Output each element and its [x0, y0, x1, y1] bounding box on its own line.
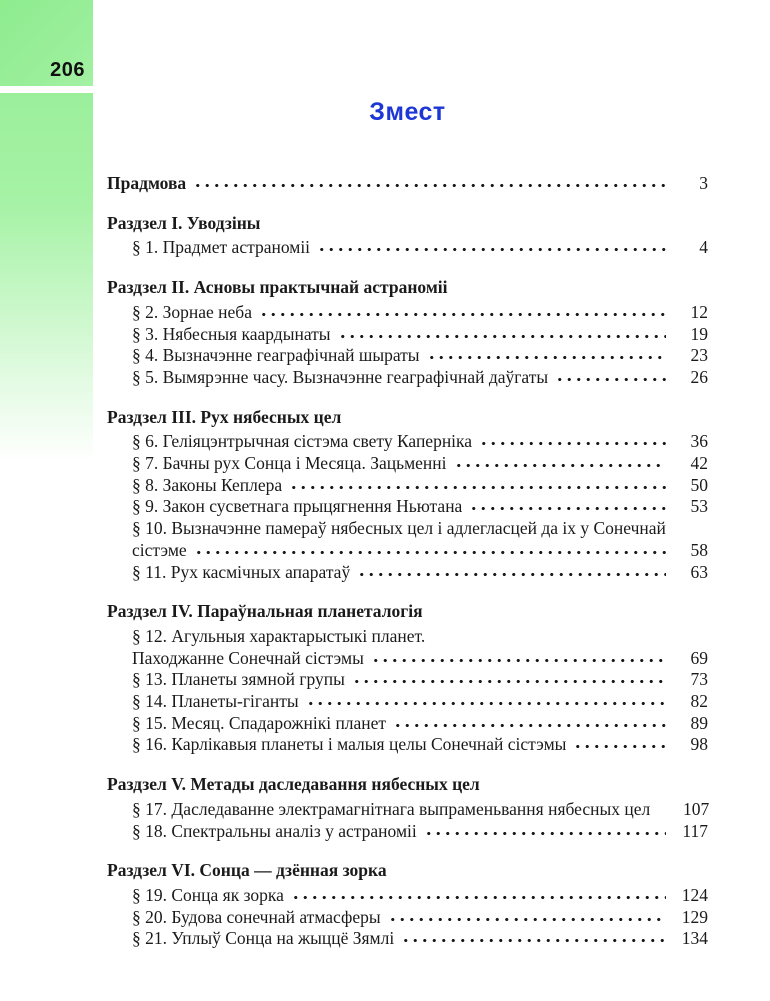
toc-entry-label: Прадмова — [107, 173, 187, 193]
toc-entry-page: 4 — [699, 237, 708, 258]
table-of-contents — [107, 98, 708, 950]
toc-entry-page: 36 — [690, 431, 708, 452]
toc-entry-label: § 17. Даследаванне электрамагнітнага выпраменьвання нябесных цел — [132, 798, 651, 819]
dot-leader — [424, 832, 666, 837]
toc-section-body — [107, 885, 708, 950]
toc-section-title: Раздзел V. Метады даследавання нябесных цел — [107, 774, 480, 795]
dot-leader — [469, 507, 666, 512]
toc-entry-label: § 2. Зорнае неба — [132, 301, 252, 322]
toc-entry-page: 53 — [690, 496, 708, 517]
toc-entry-label: § 14. Планеты-гіганты — [132, 691, 299, 712]
dot-leader — [657, 810, 667, 815]
toc-section — [107, 277, 708, 389]
dot-leader — [259, 313, 666, 318]
toc-sections — [107, 213, 708, 950]
toc-entry-line — [107, 345, 708, 367]
toc-section-body — [107, 302, 708, 389]
toc-entry-line — [107, 496, 708, 518]
toc-section-body — [107, 237, 708, 259]
toc-section-body — [107, 431, 708, 583]
toc-entry-line — [107, 691, 708, 713]
toc-entry-page: 69 — [690, 647, 708, 668]
toc-entry-line — [107, 367, 708, 389]
toc-section — [107, 213, 708, 259]
toc-entry-page: 26 — [690, 366, 708, 387]
dot-leader — [352, 680, 666, 685]
toc-entry-page: 3 — [699, 173, 708, 193]
toc-entry-page: 107 — [683, 798, 710, 819]
toc-title: Змест — [369, 98, 446, 126]
toc-entry-line — [107, 648, 708, 670]
toc-entry-label: § 3. Нябесныя каардынаты — [132, 323, 331, 344]
toc-entry-page: 23 — [690, 345, 708, 366]
toc-entry-label: § 13. Планеты зямной групы — [132, 669, 345, 690]
dot-leader — [454, 464, 666, 469]
dot-leader — [291, 896, 666, 901]
toc-entry-page: 117 — [682, 820, 708, 841]
toc-entry-line — [107, 821, 708, 843]
toc-entry-line — [107, 453, 708, 475]
toc-preface-row — [107, 173, 708, 195]
toc-entry-label: § 15. Месяц. Спадарожнікі планет — [132, 712, 387, 733]
toc-entry-label: Паходжанне Сонечнай сістэмы — [132, 647, 364, 668]
toc-section — [107, 860, 708, 950]
toc-section — [107, 407, 708, 584]
dot-leader — [401, 939, 666, 944]
toc-entry-label: § 5. Вымярэнне часу. Вызначэнне геаграфічнай даўгаты — [132, 366, 549, 387]
dot-leader — [289, 486, 666, 491]
toc-entry-label: § 6. Геліяцэнтрычная сістэма свету Каперніка — [132, 431, 473, 452]
toc-entry-page: 58 — [690, 539, 708, 560]
dot-leader — [194, 551, 666, 556]
toc-entry-page: 98 — [690, 734, 708, 755]
dot-leader — [317, 248, 666, 253]
toc-section-title: Раздзел VI. Сонца — дзённая зорка — [107, 860, 387, 881]
toc-entry-label: § 19. Сонца як зорка — [132, 884, 284, 905]
toc-section-title: Раздзел II. Асновы практычнай астраноміі — [107, 277, 448, 298]
toc-entry-label: § 20. Будова сонечнай атмасферы — [132, 906, 381, 927]
toc-entry-page: 50 — [690, 474, 708, 495]
toc-section-title: Раздзел I. Уводзіны — [107, 212, 261, 233]
toc-section — [107, 601, 708, 756]
toc-entry-label: § 10. Вызначэнне памераў нябесных цел і адлегласцей да іх у Сонечнай — [132, 518, 666, 539]
toc-entry-page: 129 — [681, 906, 708, 927]
toc-entry-label: § 21. Уплыў Сонца на жыццё Зямлі — [132, 928, 395, 949]
toc-entry-line — [107, 799, 708, 821]
dot-leader — [432, 637, 704, 642]
dot-leader — [393, 724, 666, 729]
toc-entry-page: 63 — [690, 561, 708, 582]
toc-entry-label: § 8. Законы Кеплера — [132, 474, 283, 495]
toc-entry-label: § 12. Агульныя характарыстыкі планет. — [132, 625, 426, 646]
toc-entry-line — [107, 907, 708, 929]
dot-leader — [479, 442, 666, 447]
dot-leader — [306, 702, 666, 707]
toc-entry-line — [107, 885, 708, 907]
toc-entry-page: 19 — [690, 323, 708, 344]
toc-section-body — [107, 626, 708, 756]
toc-entry-label: § 7. Бачны рух Сонца і Месяца. Зацьменні — [132, 453, 447, 474]
toc-entry-page: 124 — [681, 884, 708, 905]
toc-entry-line — [107, 928, 708, 950]
toc-entry-line — [107, 669, 708, 691]
dot-leader — [371, 659, 666, 664]
toc-section-title: Раздзел III. Рух нябесных цел — [107, 406, 342, 427]
page-number: 206 — [50, 59, 85, 81]
dot-leader — [555, 378, 666, 383]
dot-leader — [357, 573, 666, 578]
toc-section-body — [107, 799, 708, 842]
toc-section — [107, 774, 708, 842]
toc-entry-label: § 4. Вызначэнне геаграфічнай шыраты — [132, 345, 420, 366]
toc-entry-line — [107, 475, 708, 497]
toc-entry-label: § 16. Карлікавыя планеты і малыя целы Сонечнай сістэмы — [132, 734, 567, 755]
toc-entry-line — [107, 540, 708, 562]
toc-entry-line — [107, 713, 708, 735]
toc-entry-label: § 11. Рух касмічных апаратаў — [132, 561, 351, 582]
toc-entry-line — [107, 324, 708, 346]
toc-entry-line — [107, 302, 708, 324]
toc-entry-page: 42 — [690, 453, 708, 474]
green-margin-column — [0, 93, 93, 463]
toc-entry-label: § 9. Закон сусветнага прыцягнення Ньютана — [132, 496, 463, 517]
dot-leader — [573, 745, 666, 750]
dot-leader — [427, 356, 666, 361]
dot-leader — [193, 184, 666, 189]
dot-leader — [388, 918, 666, 923]
toc-entry-label: § 1. Прадмет астраноміі — [132, 237, 311, 258]
dot-leader — [338, 335, 666, 340]
toc-entry-page: 134 — [681, 928, 708, 949]
toc-entry-label: сістэме — [132, 539, 187, 560]
toc-entry-label: § 18. Спектральны аналіз у астраноміі — [132, 820, 417, 841]
toc-entry-page: 82 — [690, 691, 708, 712]
toc-entry-page: 73 — [690, 669, 708, 690]
toc-entry-line — [107, 431, 708, 453]
toc-entry-line — [107, 626, 708, 648]
toc-entry-line — [107, 734, 708, 756]
toc-entry-page: 12 — [690, 301, 708, 322]
toc-entry-line — [107, 518, 708, 540]
dot-leader — [673, 529, 704, 534]
toc-entry-line — [107, 562, 708, 584]
toc-entry-line — [107, 237, 708, 259]
toc-entry-page: 89 — [690, 712, 708, 733]
toc-section-title: Раздзел IV. Параўнальная планеталогія — [107, 601, 423, 622]
